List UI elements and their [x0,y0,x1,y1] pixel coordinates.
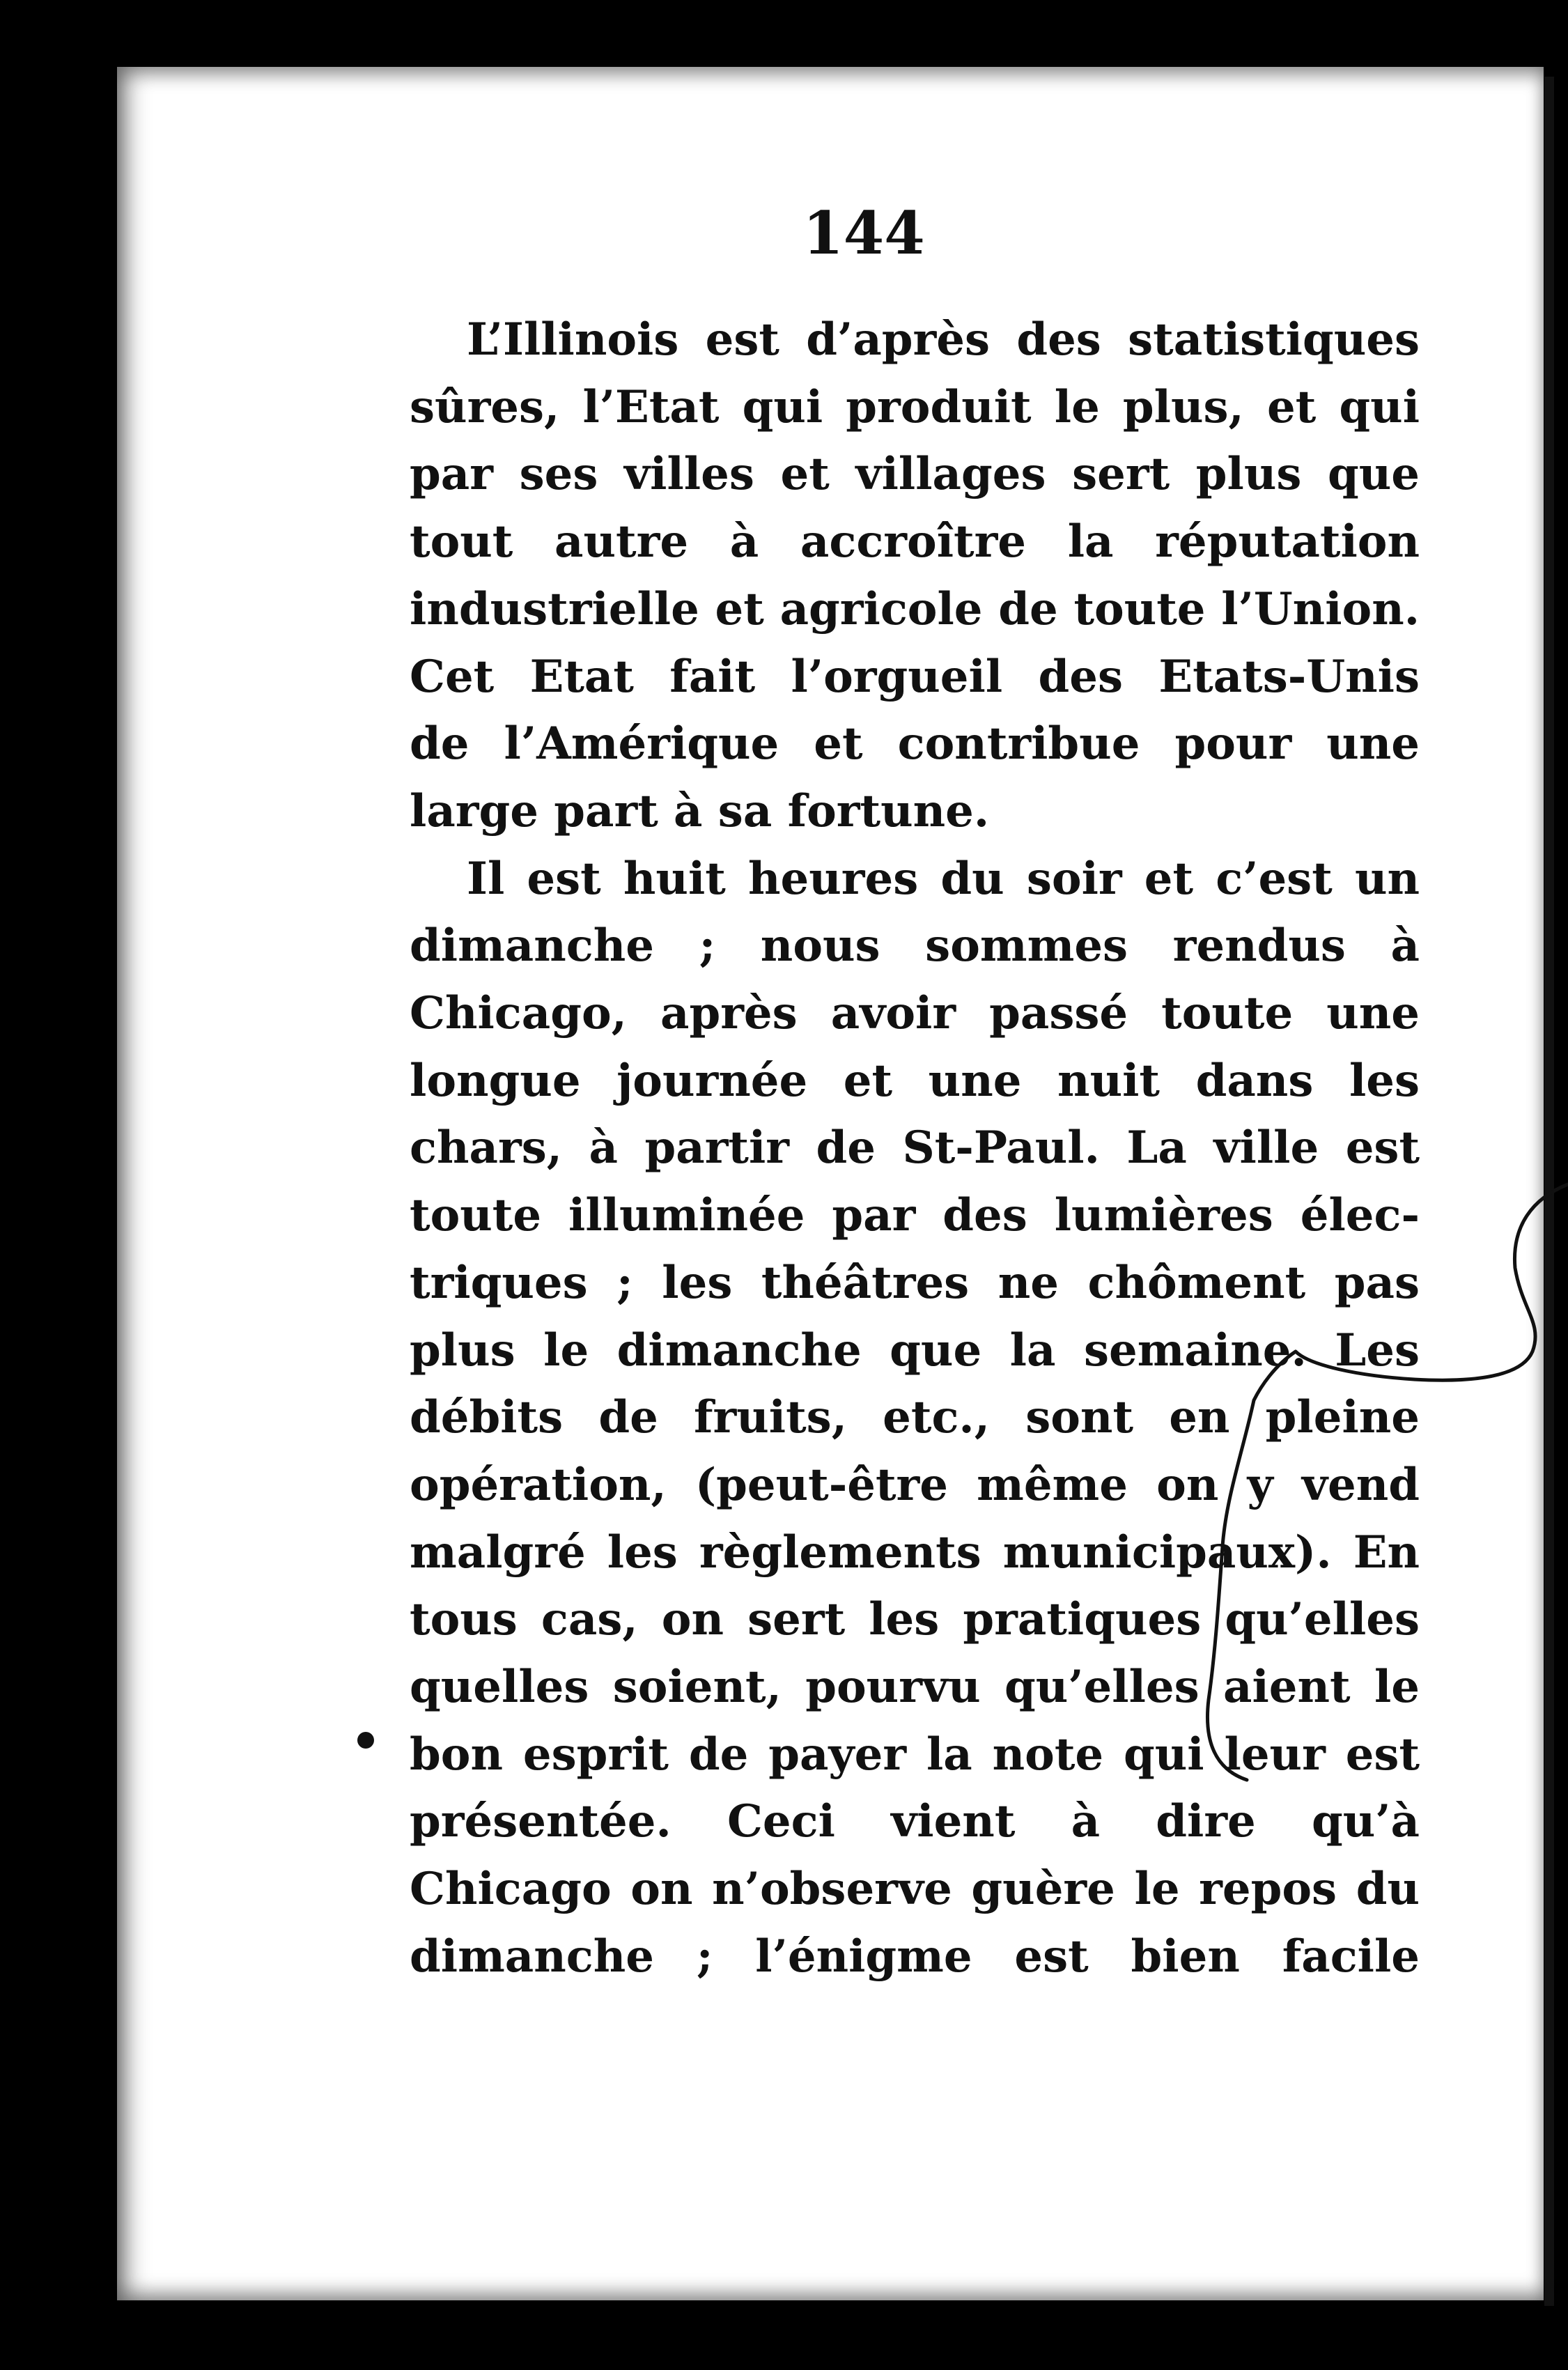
text-line: tout autre à accroître la réputation [410,516,1420,568]
body-text [410,307,1420,1991]
text-line: sûres, l’Etat qui produit le plus, et qui [410,380,1420,433]
text-line: longue journée et une nuit dans les [410,1054,1420,1107]
text-line: Il est huit heures du soir et c’est un [467,852,1420,905]
text-line: présentée. Ceci vient à dire qu’à [410,1795,1420,1848]
text-line: Chicago, après avoir passé toute une [410,987,1420,1040]
text-line: par ses villes et villages sert plus que [410,448,1420,501]
text-line: industrielle et agricole de toute l’Union. [410,582,1420,635]
text-line: toute illuminée par des lumières élec- [410,1189,1420,1242]
text-line: triques ; les théâtres ne chôment pas [410,1256,1420,1309]
text-line: L’Illinois est d’après des statistiques [467,313,1420,366]
text-line: Chicago on n’observe guère le repos du [410,1863,1420,1916]
page-number: 144 [802,199,925,268]
text-line: Cet Etat fait l’orgueil des Etats-Unis [410,650,1420,703]
text-line: de l’Amérique et contribue pour une [410,718,1420,770]
text-line: dimanche ; nous sommes rendus à [410,920,1420,973]
paragraph-2 [410,846,1420,1991]
text-line: chars, à partir de St-Paul. La ville est [410,1122,1420,1175]
text-line: bon esprit de payer la note qui leur est [410,1728,1420,1781]
page-edge-border [1544,77,1554,2306]
text-line: quelles soient, pourvu qu’elles aient le [410,1661,1420,1714]
text-line: dimanche ; l’énigme est bien facile [410,1930,1420,1983]
text-line: tous cas, on sert les pratiques qu’elles [410,1593,1420,1646]
text-line: malgré les règlements municipaux). En [410,1526,1420,1579]
text-line: débits de fruits, etc., sont en pleine [410,1391,1420,1444]
text-line: opération, (peut-être même on y vend [410,1458,1420,1511]
text-line: large part à sa fortune. [410,784,990,837]
paragraph-1 [410,307,1420,846]
text-line: plus le dimanche que la semaine. Les [410,1324,1420,1377]
